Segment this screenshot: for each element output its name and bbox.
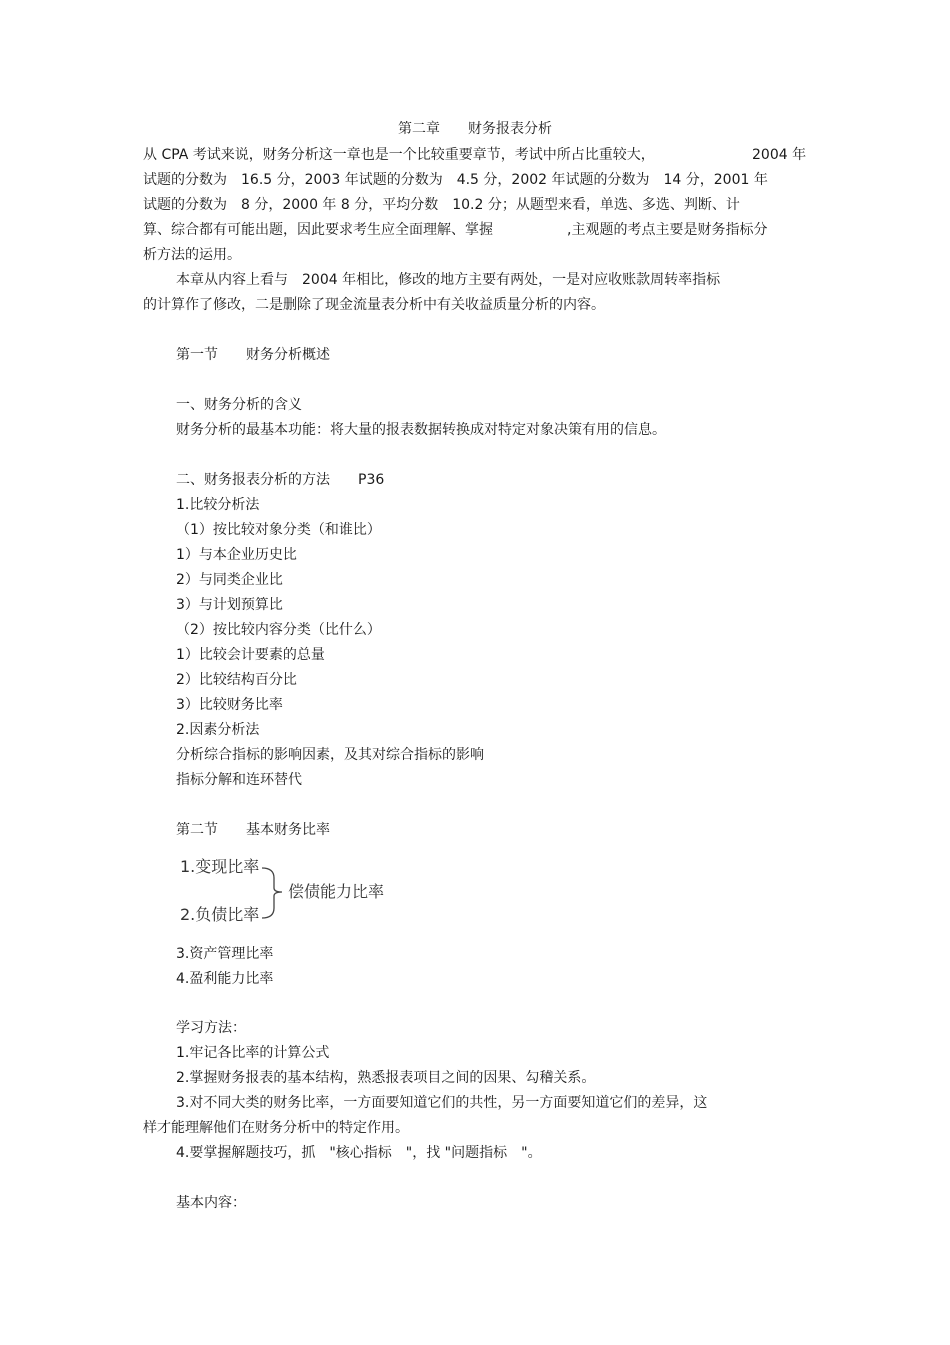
diagram-item-debt: 2.负债比率 [180, 905, 260, 924]
changes-line-2: 的计算作了修改，二是删除了现金流量表分析中有关收益质量分析的内容。 [143, 297, 605, 313]
section1-sub1-text: 财务分析的最基本功能：将大量的报表数据转换成对特定对象决策有用的信息。 [176, 422, 666, 438]
method-item: 1）与本企业历史比 [176, 547, 297, 563]
intro-line-5: 析方法的运用。 [143, 247, 241, 263]
section1-heading: 第一节 财务分析概述 [176, 347, 330, 363]
solvency-ratio-diagram [176, 850, 406, 930]
method-item: 2）与同类企业比 [176, 572, 283, 588]
chapter-title: 第二章 财务报表分析 [398, 121, 552, 137]
brace-icon [262, 868, 282, 918]
method-item: 分析综合指标的影响因素，及其对综合指标的影响 [176, 747, 484, 763]
intro-line-4: 算、综合都有可能出题，因此要求考生应全面理解、掌握 [143, 222, 493, 238]
section1-sub2: 二、财务报表分析的方法 P36 [176, 472, 385, 488]
method-item: 3）比较财务比率 [176, 697, 283, 713]
ratio-item: 3.资产管理比率 [176, 946, 274, 962]
study-method-2: 2.掌握财务报表的基本结构，熟悉报表项目之间的因果、勾稽关系。 [176, 1070, 596, 1086]
section1-sub1: 一、财务分析的含义 [176, 397, 302, 413]
study-method-3: 3.对不同大类的财务比率，一方面要知道它们的共性，另一方面要知道它们的差异，这 [176, 1095, 708, 1111]
changes-line-1: 本章从内容上看与 2004 年相比，修改的地方主要有两处，一是对应收账款周转率指标 [176, 272, 721, 288]
section2-heading: 第二节 基本财务比率 [176, 822, 330, 838]
method-item: 2.因素分析法 [176, 722, 260, 738]
intro-line-4-end: ,主观题的考点主要是财务指标分 [567, 222, 768, 238]
study-heading: 学习方法： [176, 1020, 246, 1036]
study-method-1: 1.牢记各比率的计算公式 [176, 1045, 330, 1061]
method-item: （2）按比较内容分类（比什么） [176, 622, 381, 638]
diagram-item-liquidity: 1.变现比率 [180, 857, 260, 876]
basic-content-heading: 基本内容： [176, 1195, 246, 1211]
intro-line-3: 试题的分数为 8 分，2000 年 8 分，平均分数 10.2 分；从题型来看，单选、多选、判断、计 [143, 197, 740, 213]
method-item: 指标分解和连环替代 [176, 772, 302, 788]
method-item: 2）比较结构百分比 [176, 672, 297, 688]
method-item: （1）按比较对象分类（和谁比） [176, 522, 381, 538]
method-item: 3）与计划预算比 [176, 597, 283, 613]
method-item: 1.比较分析法 [176, 497, 260, 513]
method-item: 1）比较会计要素的总量 [176, 647, 325, 663]
intro-line-1-end: 2004 年 [752, 147, 807, 163]
intro-line-1: 从 CPA 考试来说，财务分析这一章也是一个比较重要章节，考试中所占比重较大， [143, 147, 655, 163]
study-method-4: 4.要掌握解题技巧，抓 "核心指标 "，找 "问题指标 "。 [176, 1145, 542, 1161]
ratio-item: 4.盈利能力比率 [176, 971, 274, 987]
intro-line-2: 试题的分数为 16.5 分，2003 年试题的分数为 4.5 分，2002 年试题的分数为 14 分，2001 年 [143, 172, 768, 188]
diagram-group-solvency: 偿债能力比率 [288, 882, 385, 901]
study-method-3-cont: 样才能理解他们在财务分析中的特定作用。 [143, 1120, 409, 1136]
